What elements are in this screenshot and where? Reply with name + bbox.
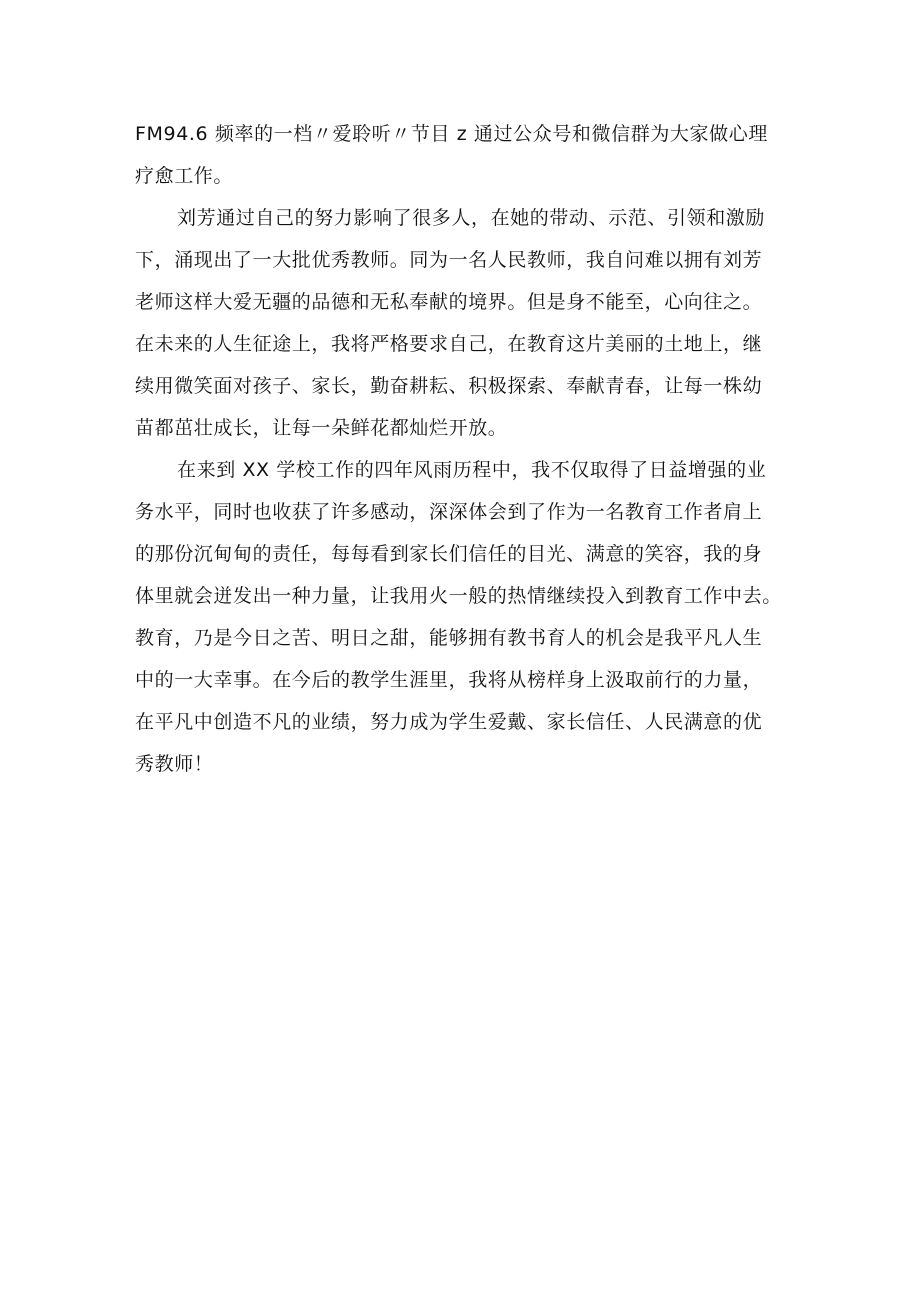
text-line: 疗愈工作。 — [135, 165, 234, 187]
paragraph-3 — [135, 449, 795, 785]
text-line: 在未来的人生征途上，我将严格要求自己，在教育这片美丽的土地上，继 — [135, 333, 763, 355]
document-body — [135, 113, 795, 785]
text-line: 老师这样大爱无疆的品德和无私奉献的境界。但是身不能至，心向往之。 — [135, 291, 763, 313]
text-line: 的那份沉甸甸的责任，每每看到家长们信任的目光、满意的笑容，我的身 — [135, 543, 763, 565]
paragraph-1 — [135, 113, 795, 197]
text-line: 苗都茁壮成长，让每一朵鲜花都灿烂开放。 — [135, 417, 508, 439]
text-line: 在平凡中创造不凡的业绩，努力成为学生爱戴、家长信任、人民满意的优 — [135, 711, 763, 733]
text-line: 下，涌现出了一大批优秀教师。同为一名人民教师，我自问难以拥有刘芳 — [135, 249, 763, 271]
text-line: 务水平，同时也收获了许多感动，深深体会到了作为一名教育工作者肩上 — [135, 501, 763, 523]
text-line: 刘芳通过自己的努力影响了很多人，在她的带动、示范、引领和激励 — [177, 207, 766, 229]
text-line: 秀教师！ — [135, 753, 214, 775]
text-line: 续用微笑面对孩子、家长，勤奋耕耘、积极探索、奉献青春，让每一株幼 — [135, 375, 763, 397]
text-line: FM94.6 频率的一档〃爱聆听〃节目 z 通过公众号和微信群为大家做心理 — [135, 123, 768, 145]
text-line: 教育，乃是今日之苦、明日之甜，能够拥有教书育人的机会是我平凡人生 — [135, 627, 763, 649]
text-line: 中的一大幸事。在今后的教学生涯里，我将从榜样身上汲取前行的力量， — [135, 669, 763, 691]
text-line: 体里就会迸发出一种力量，让我用火一般的热情继续投入到教育工作中去。 — [135, 585, 782, 607]
paragraph-2 — [135, 197, 795, 449]
text-line: 在来到 XX 学校工作的四年风雨历程中，我不仅取得了日益增强的业 — [177, 459, 767, 481]
